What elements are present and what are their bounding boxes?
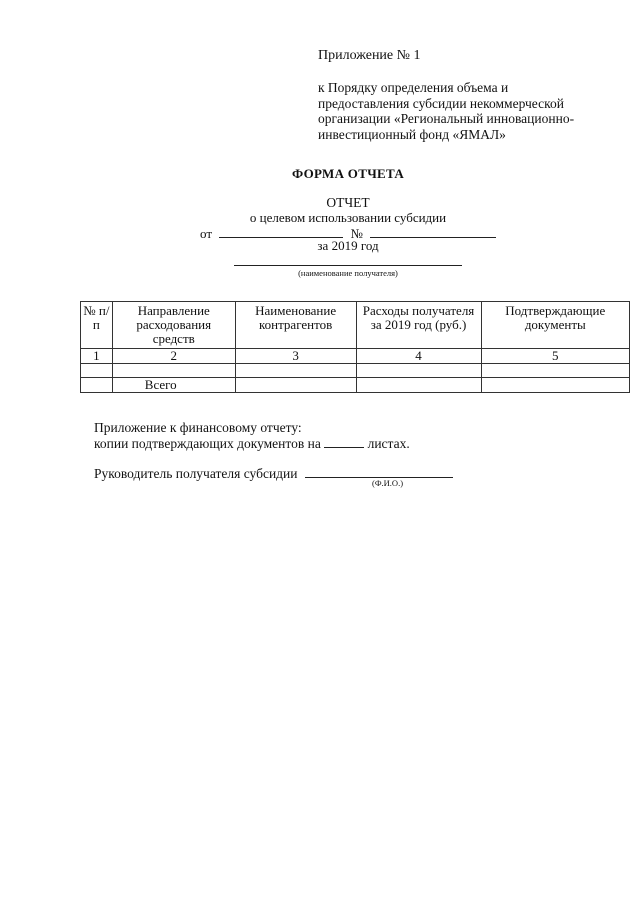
column-number: 3	[235, 349, 356, 364]
table-row	[81, 364, 630, 378]
attachment-suffix: листах.	[367, 436, 410, 451]
form-title: ФОРМА ОТЧЕТА	[291, 166, 405, 181]
header-cell-expenses: Расходы получателя за 2019 год (руб.)	[356, 302, 481, 349]
sheet-count-field[interactable]	[324, 436, 364, 448]
column-number: 4	[356, 349, 481, 364]
header-cell-documents: Подтверждающие документы	[481, 302, 629, 349]
annex-text-line: инвестиционный фонд «ЯМАЛ»	[318, 126, 506, 142]
column-number: 2	[112, 349, 235, 364]
report-subtitle: о целевом использовании субсидии	[249, 210, 447, 225]
table-header-row	[81, 302, 630, 349]
header-cell-contractors: Наименование контрагентов	[235, 302, 356, 349]
total-row	[81, 378, 630, 393]
table-cell[interactable]	[235, 364, 356, 378]
column-number: 1	[81, 349, 113, 364]
header-cell-direction: Направление расходования средств	[112, 302, 235, 349]
recipient-name-field[interactable]	[234, 265, 462, 266]
header-cell-number: № п/п	[81, 302, 113, 349]
attachment-line-1: Приложение к финансовому отчету:	[94, 420, 302, 435]
table-cell[interactable]	[112, 364, 235, 378]
report-year: за 2019 год	[317, 238, 379, 253]
from-label: от	[200, 226, 213, 241]
table-cell[interactable]	[81, 364, 113, 378]
signature-caption: (Ф.И.О.)	[372, 478, 404, 488]
table-cell[interactable]	[481, 378, 629, 393]
recipient-caption: (наименование получателя)	[298, 268, 398, 278]
table-cell[interactable]	[481, 364, 629, 378]
total-label: Всего	[112, 378, 235, 393]
annex-text-line: организации «Региональный инновационно-	[318, 111, 575, 126]
table-cell[interactable]	[235, 378, 356, 393]
number-field[interactable]	[370, 225, 496, 238]
date-field[interactable]	[219, 225, 343, 238]
column-number: 5	[481, 349, 629, 364]
annex-title: Приложение № 1	[318, 48, 421, 63]
number-label: №	[350, 226, 363, 241]
table-cell[interactable]	[356, 378, 481, 393]
table-cell[interactable]	[81, 378, 113, 393]
attachment-note	[94, 420, 410, 452]
report-table	[80, 301, 630, 393]
annex-text-line: к Порядку определения объема и	[318, 80, 509, 95]
annex-text-line: предоставления субсидии некоммерческой	[318, 95, 564, 111]
annex-text	[318, 80, 574, 142]
attachment-prefix: копии подтверждающих документов на	[94, 436, 321, 451]
attachment-line-2	[94, 436, 410, 452]
signature-name-field[interactable]	[305, 466, 453, 478]
signature-label: Руководитель получателя субсидии	[94, 466, 298, 481]
table-cell[interactable]	[356, 364, 481, 378]
column-number-row	[81, 349, 630, 364]
report-title: ОТЧЕТ	[326, 195, 370, 210]
